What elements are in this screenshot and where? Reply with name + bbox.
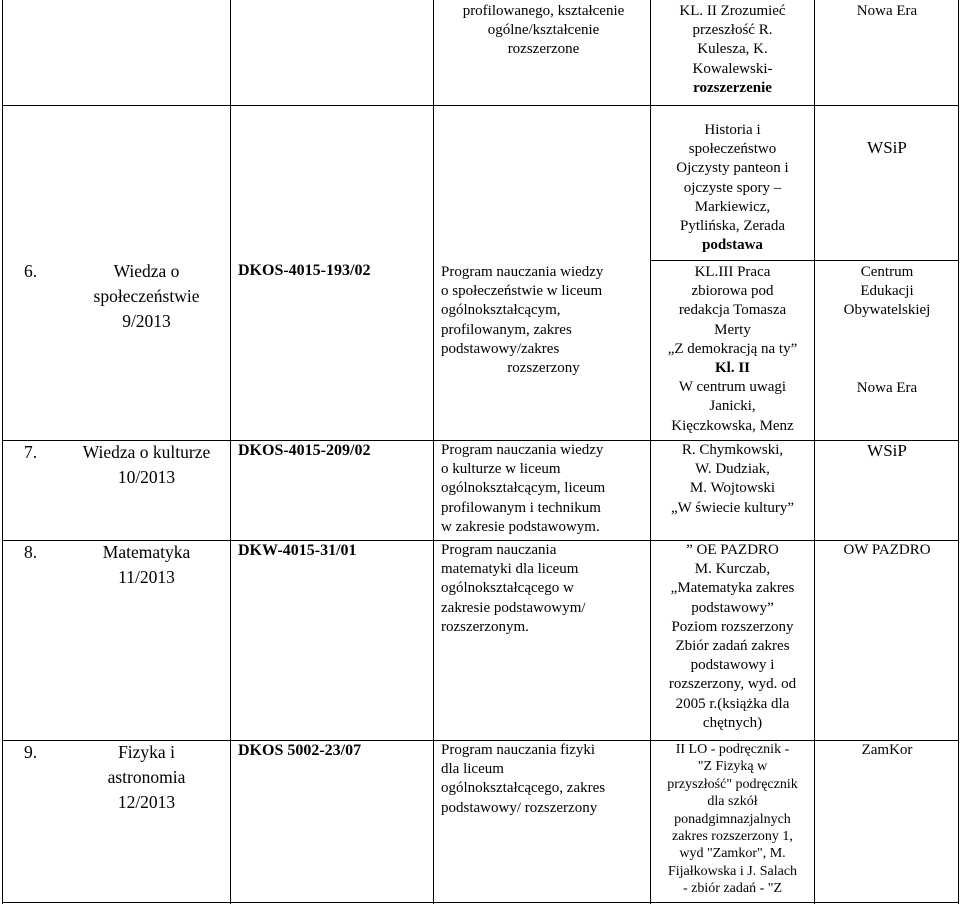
textbook-line: - zbiór zadań - "Z (683, 881, 782, 897)
program-line: o kulturze w liceum (441, 461, 561, 478)
program-line: w zakresie podstawowym. (441, 518, 600, 535)
program-line: matematyki dla liceum (441, 561, 579, 578)
textbook-line: przeszłość R. (692, 22, 773, 39)
textbook-line: Kulesza, K. (697, 41, 768, 58)
program-cell-8 (441, 541, 646, 637)
textbook-cell-6 (655, 263, 810, 436)
publisher-cell-history (818, 138, 956, 157)
publisher-name: WSiP (867, 441, 907, 460)
table-border-bottom (2, 902, 958, 903)
program-cell-7 (441, 441, 646, 537)
program-line: ogólnokształcącego, zakres (441, 780, 606, 797)
program-code: DKOS 5002-23/07 (238, 742, 362, 759)
publisher-cell-8 (818, 541, 956, 560)
publisher-name: Edukacji (860, 283, 914, 300)
textbook-cell-prev (655, 2, 810, 98)
textbook-line: Merty (714, 321, 751, 338)
publisher-name: OW PAZDRO (843, 542, 931, 558)
row-number: 8. (24, 542, 38, 562)
program-line: o społeczeństwie w liceum (441, 283, 603, 300)
program-line: Program nauczania wiedzy (441, 442, 604, 458)
program-line: Program nauczania (441, 542, 557, 558)
program-line: ogólnokształcącym, liceum (441, 480, 606, 497)
textbook-cell-history (655, 121, 810, 255)
textbook-line: wyd "Zamkor", M. (679, 846, 786, 862)
table-border-left (2, 0, 3, 904)
textbook-cell-8 (655, 541, 810, 733)
textbook-line: „Matematyka zakres (670, 580, 795, 597)
program-cell-9 (441, 741, 646, 818)
textbook-line: Poziom rozszerzony (671, 618, 794, 635)
program-code: DKOS-4015-193/02 (238, 262, 371, 279)
program-code: DKOS-4015-209/02 (238, 442, 371, 459)
textbook-line: Kl. II (714, 360, 750, 377)
textbook-line: podstawowy” (691, 599, 774, 616)
program-cell-prev (441, 2, 646, 60)
textbook-line: II LO - podręcznik - (675, 742, 790, 757)
program-line: ogólne/kształcenie (487, 22, 600, 39)
subject-line: Matematyka (102, 542, 191, 562)
textbook-line: W centrum uwagi (678, 379, 787, 396)
textbook-line: chętnych) (702, 714, 763, 731)
program-line: dla liceum (441, 761, 504, 778)
publisher-cell-7 (818, 441, 956, 460)
subject-line: społeczeństwie (93, 286, 200, 306)
textbook-line: M. Wojtowski (689, 480, 776, 497)
program-line: profilowanego, kształcenie (462, 3, 625, 19)
textbook-line: Kięczkowska, Menz (671, 417, 794, 434)
subject-line: Wiedza o kulturze (82, 442, 211, 462)
textbook-line: R. Chymkowski, (681, 442, 784, 458)
textbook-line: „W świecie kultury” (670, 499, 794, 516)
publisher-name: Nowa Era (856, 380, 918, 396)
program-line: rozszerzone (507, 41, 580, 58)
subject-line: 11/2013 (118, 567, 175, 587)
subject-line: 12/2013 (117, 792, 176, 812)
textbook-line: przyszłość" podręcznik (667, 776, 798, 792)
row-divider (2, 105, 958, 106)
program-line: profilowanym, zakres (441, 321, 572, 338)
textbook-line: Historia i (704, 122, 761, 138)
subject-line: Wiedza o (113, 261, 180, 281)
textbook-line: zbiorowa pod (691, 283, 774, 300)
textbook-line: zakres rozszerzony 1, (672, 829, 793, 845)
publisher-cell-prev (818, 2, 956, 21)
publisher-cell-6a (818, 263, 956, 321)
publisher-cell-6b (818, 379, 956, 398)
program-line: zakresie podstawowym/ (441, 599, 586, 616)
subject-line: 10/2013 (117, 467, 176, 487)
textbook-line: Pytlińska, Zerada (680, 218, 785, 235)
textbook-line: podstawa (702, 237, 763, 254)
column-divider (230, 0, 231, 904)
textbook-line: Fijałkowska i J. Salach (667, 863, 798, 879)
textbook-line: podstawowy i (690, 657, 775, 674)
program-line: podstawowy/zakres (441, 340, 560, 357)
textbook-line: redakcja Tomasza (678, 302, 787, 319)
textbook-line: M. Kurczab, (694, 561, 771, 578)
textbook-line: Zbiór zadań zakres (675, 638, 790, 655)
program-cell-6 (441, 263, 646, 378)
row-divider (650, 260, 958, 261)
textbook-line: społeczeństwo (688, 141, 777, 158)
program-line: profilowanym i technikum (441, 499, 601, 516)
program-line: Program nauczania fizyki (441, 742, 596, 758)
textbook-cell-9 (655, 741, 810, 898)
textbook-line: ” OE PAZDRO (686, 542, 779, 558)
publisher-name: ZamKor (861, 742, 913, 758)
textbook-line: KL. II Zrozumieć (679, 3, 786, 19)
textbook-line: Markiewicz, (694, 198, 771, 215)
publisher-name: Centrum (860, 264, 914, 280)
textbook-line: "Z Fizyką w (697, 759, 768, 775)
textbook-line: Ojczysty panteon i (676, 160, 789, 177)
textbook-line: Janicki, (709, 398, 756, 415)
column-divider (433, 0, 434, 904)
program-line: rozszerzony (507, 360, 580, 377)
row-number: 6. (24, 261, 38, 281)
subject-line: Fizyka i (118, 742, 175, 762)
program-line: podstawowy/ rozszerzony (441, 799, 598, 816)
textbook-line: rozszerzenie (693, 79, 772, 96)
publisher-name: Obywatelskiej (843, 302, 931, 319)
subject-line: 9/2013 (122, 311, 171, 331)
textbook-line: ponadgimnazjalnych (674, 811, 791, 827)
column-divider (814, 0, 815, 904)
textbook-line: KL.III Praca (694, 264, 771, 280)
table-border-right (958, 0, 959, 904)
publisher-cell-9 (818, 741, 956, 760)
row-number: 9. (24, 742, 38, 762)
program-line: ogólnokształcącym, (441, 302, 561, 319)
column-divider (650, 0, 651, 904)
textbook-line: 2005 r.(książka dla (675, 695, 790, 712)
textbook-line: „Z demokracją na ty” (667, 340, 798, 357)
textbook-line: Kowalewski- (692, 60, 773, 77)
textbook-cell-7 (655, 441, 810, 518)
program-code: DKW-4015-31/01 (238, 542, 357, 559)
publisher-name: Nowa Era (856, 3, 918, 19)
textbook-line: rozszerzony, wyd. od (668, 676, 797, 693)
program-line: Program nauczania wiedzy (441, 264, 604, 280)
program-line: ogólnokształcącego w (441, 580, 574, 597)
subject-line: astronomia (107, 767, 186, 787)
row-number: 7. (24, 442, 38, 462)
textbook-line: ojczyste spory – (683, 179, 782, 196)
publisher-name: WSiP (867, 138, 907, 157)
textbook-line: dla szkół (707, 794, 758, 810)
program-line: rozszerzonym. (441, 618, 529, 635)
textbook-line: W. Dudziak, (695, 461, 770, 478)
